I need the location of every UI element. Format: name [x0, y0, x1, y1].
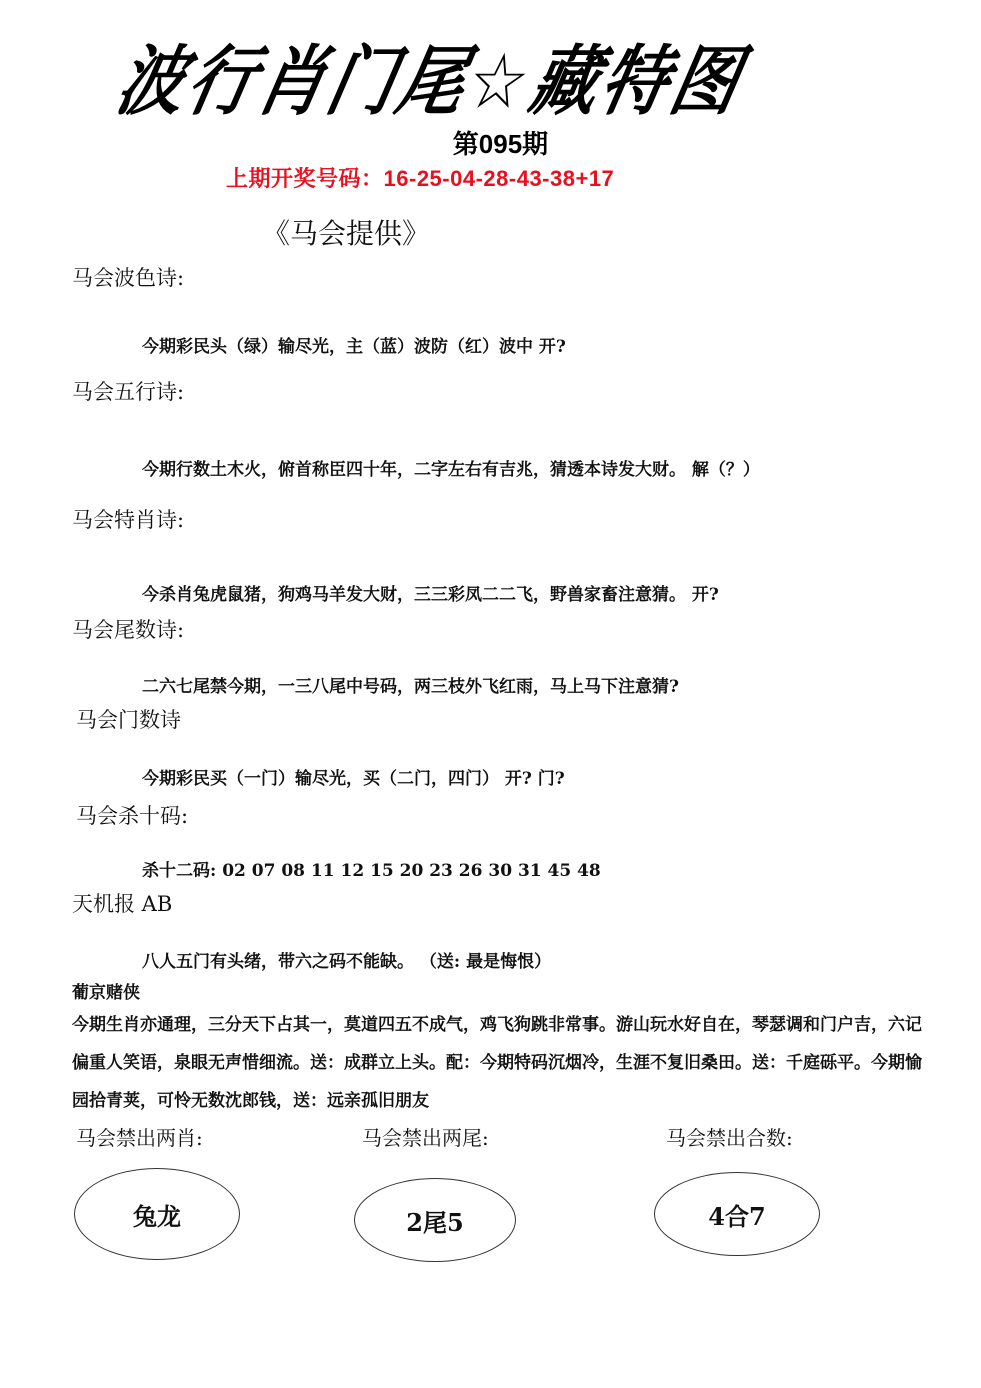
kill-numbers: 杀十二码: 02 07 08 11 12 15 20 23 26 30 31 45 48	[142, 861, 601, 881]
section-heading-five-elements: 马会五行诗:	[72, 380, 185, 404]
section-heading-kill: 马会杀十码:	[76, 804, 189, 828]
ban-value-zodiac: 兔龙	[133, 1201, 181, 1231]
poem-five-elements: 今期行数土木火，俯首称臣四十年，二字左右有吉兆，猜透本诗发大财。 解（？）	[142, 460, 760, 480]
section-heading-tianji: 天机报 AB	[72, 892, 173, 916]
poem-tianji: 八人五门有头绪，带六之码不能缺。 （送: 最是悔恨）	[142, 952, 552, 972]
ban-ellipse-sum	[654, 1172, 820, 1256]
last-draw	[226, 162, 614, 193]
pujing-paragraph: 今期生肖亦通理，三分天下占其一，莫道四五不成气，鸡飞狗跳非常事。游山玩水好自在，琴瑟调和门户吉，六记偏重人笑语，泉眼无声惜细流。送：成群立上头。配：今期特码沉烟冷，生涯不复旧桑田。送：千庭砾平。今期愉园拾青荚，可怜无数沈郎钱，送：远亲孤旧朋友	[72, 1015, 922, 1111]
poem-gate: 今期彩民买（一门）输尽光，买（二门，四门） 开? 门?	[142, 769, 565, 789]
section-heading-tail: 马会尾数诗:	[72, 618, 185, 642]
ban-label-sum: 马会禁出合数:	[666, 1126, 793, 1150]
poem-zodiac: 今杀肖兔虎鼠猪，狗鸡马羊发大财，三三彩凤二二飞，野兽家畜注意猜。 开?	[142, 585, 719, 605]
section-heading-zodiac: 马会特肖诗:	[72, 508, 185, 532]
section-heading-pujing: 葡京赌侠	[72, 983, 140, 1003]
provider-label: 《马会提供》	[262, 217, 431, 250]
last-draw-numbers: 16-25-04-28-43-38+17	[383, 166, 615, 191]
ban-label-zodiac: 马会禁出两肖:	[76, 1126, 203, 1150]
section-heading-wave-color: 马会波色诗:	[72, 266, 185, 290]
ban-ellipse-tail	[354, 1178, 516, 1262]
ban-label-tail: 马会禁出两尾:	[362, 1126, 489, 1150]
ban-value-sum: 4合7	[708, 1201, 766, 1231]
last-draw-label: 上期开奖号码：	[226, 166, 384, 191]
page-title: 波行肖门尾☆藏特图	[109, 37, 752, 126]
issue-number: 第095期	[452, 129, 549, 159]
poem-tail: 二六七尾禁今期，一三八尾中号码，两三枝外飞红雨，马上马下注意猜?	[142, 677, 679, 697]
ban-ellipse-zodiac	[74, 1168, 240, 1260]
ban-value-tail: 2尾5	[406, 1207, 464, 1237]
poem-wave-color: 今期彩民头（绿）输尽光，主（蓝）波防（红）波中 开?	[142, 337, 566, 357]
section-heading-gate: 马会门数诗	[76, 708, 181, 732]
